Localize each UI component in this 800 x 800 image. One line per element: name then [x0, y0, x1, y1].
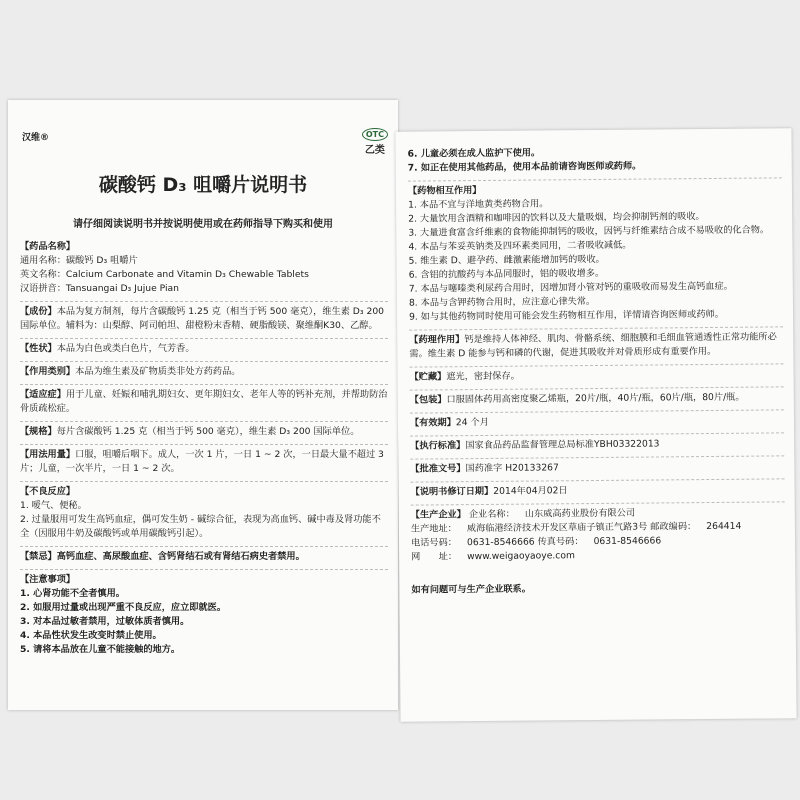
list-item: 5. 维生素 D、避孕药、雌激素能增加钙的吸收。: [408, 253, 605, 267]
section-validity: [410, 409, 784, 430]
left-content: [20, 240, 388, 662]
manufacturer-row: 传真号码： 0631-8546666: [537, 535, 662, 548]
otc-badge: [362, 122, 388, 156]
section-pharmacology: [409, 326, 783, 361]
list-item: 6. 儿童必须在成人监护下使用。: [407, 147, 541, 160]
section-label: 【不良反应】: [20, 486, 76, 497]
manufacturer-row: 网 址： www.weigaoyaoye.com: [411, 550, 575, 563]
section-label: 【批准文号】: [410, 463, 466, 475]
section-dosage: [20, 444, 388, 476]
section-label: 【性状】: [20, 343, 57, 354]
section-text: 口服，咀嚼后咽下。成人，一次 1 片，一日 1 ~ 2 次，一日最大量不超过 3 片；儿童，一次半片，一日 1 ~ 2 次。: [20, 449, 384, 474]
list-item: 2. 大量饮用含酒精和咖啡因的饮料以及大量吸烟，均会抑制钙剂的吸收。: [408, 211, 705, 225]
section-cautions: [20, 569, 388, 657]
section-text: 本品为维生素及矿物质类非处方药药品。: [75, 366, 241, 377]
section-label: 【规格】: [20, 426, 57, 437]
section-text: 用于儿童、妊娠和哺乳期妇女、更年期妇女、老年人等的钙补充剂，并帮助防治骨质疏松症。: [20, 389, 388, 414]
list-item: 5. 请将本品放在儿童不能接触的地方。: [20, 644, 181, 655]
generic-name: 通用名称：碳酸钙 D₃ 咀嚼片: [20, 255, 138, 266]
contact-note: 如有问题可与生产企业联系。: [411, 583, 531, 596]
section-label: 【执行标准】: [410, 440, 466, 452]
usage-notice: 请仔细阅读说明书并按说明使用或在药师指导下购买和使用: [73, 219, 333, 230]
list-item: 3. 大量进食富含纤维素的食物能抑制钙的吸收，因钙与纤维素结合成不易吸收的化合物。: [408, 224, 770, 239]
section-revision-date: [410, 478, 784, 499]
section-ingredients: [20, 301, 388, 333]
section-label: 【药物相互作用】: [407, 184, 482, 197]
list-item: 1. 心肾功能不全者慎用。: [20, 588, 125, 599]
otc-class: 乙类: [364, 145, 385, 156]
section-label: 【禁忌】: [20, 551, 57, 562]
section-text: 钙是维持人体神经、肌肉、骨骼系统、细胞膜和毛细血管通透性正常功能所必需。维生素 D 能参与钙和磷的代谢，促进其吸收并对骨质形成有重要作用。: [409, 331, 777, 360]
section-interactions: [408, 177, 783, 324]
document-title: 碳酸钙 D₃ 咀嚼片说明书: [98, 174, 308, 196]
list-item: 4. 本品与苯妥英钠类及四环素类同用，二者吸收减低。: [408, 239, 632, 253]
section-label: 【药理作用】: [409, 334, 465, 346]
section-text: 国药准字 H20133267: [465, 462, 559, 475]
list-item: 2. 过量服用可发生高钙血症，偶可发生奶 - 碱综合征，表现为高血钙、碱中毒及肾功能不全（因服用牛奶及碳酸钙或单用碳酸钙引起）。: [20, 514, 381, 539]
list-item: 8. 本品与含钾药物合用时，应注意心律失常。: [408, 296, 596, 309]
section-text: 遮光，密封保存。: [446, 370, 520, 383]
section-contraindications: [20, 546, 388, 564]
section-label: 【适应症】: [20, 389, 66, 400]
section-text: 本品为白色或类白色片，气芳香。: [56, 343, 195, 354]
section-cautions-continued: [408, 144, 782, 175]
manufacturer-row: 邮政编码： 264414: [650, 520, 742, 533]
section-manufacturer: [411, 501, 786, 564]
manufacturer-row: 电话号码： 0631-8546666: [410, 536, 535, 549]
section-label: 【作用类别】: [20, 366, 76, 377]
left-page: [8, 100, 398, 710]
section-package: [410, 386, 784, 407]
list-item: 7. 如正在使用其他药品，使用本品前请咨询医师或药师。: [407, 160, 642, 174]
section-text: 24 个月: [455, 416, 489, 429]
english-name: 英文名称：Calcium Carbonate and Vitamin D₃ Chewable Tablets: [20, 269, 309, 280]
section-label: 【生产企业】: [410, 509, 466, 521]
section-text: 国家食品药品监督管理总局标准YBH03322013: [465, 438, 660, 452]
section-label: 【成份】: [20, 306, 57, 317]
list-item: 4. 本品性状发生改变时禁止使用。: [20, 630, 162, 641]
section-approval: [410, 455, 784, 476]
manufacturer-row: 生产地址： 威海临港经济技术开发区草庙子镇正气路3号: [410, 521, 648, 535]
list-item: 6. 含铝的抗酸药与本品同服时，铝的吸收增多。: [408, 267, 605, 281]
section-label: 【有效期】: [409, 417, 456, 429]
section-storage: [409, 363, 783, 384]
section-specification: [20, 421, 388, 439]
list-item: 2. 如服用过量或出现严重不良反应，应立即就医。: [20, 602, 227, 613]
section-label: 【说明书修订日期】: [410, 485, 494, 498]
section-indications: [20, 384, 388, 416]
list-item: 7. 本品与噻嗪类利尿药合用时，因增加肾小管对钙的重吸收而易发生高钙血症。: [408, 280, 733, 295]
brand-logo: 汉维®: [22, 133, 50, 143]
section-label: 【药品名称】: [20, 241, 76, 252]
section-adverse-reactions: [20, 481, 388, 541]
section-drug-name: [20, 240, 388, 296]
list-item: 1. 本品不宜与洋地黄类药物合用。: [408, 198, 549, 211]
right-content: [408, 144, 786, 597]
section-label: 【包装】: [409, 394, 447, 406]
section-standard: [410, 432, 784, 453]
otc-badge-label: OTC: [362, 128, 388, 141]
list-item: 9. 如与其他药物同时使用可能会发生药物相互作用，详情请咨询医师或药师。: [409, 308, 724, 323]
section-label: 【注意事项】: [20, 574, 76, 585]
list-item: 3. 对本品过敏者禁用，过敏体质者慎用。: [20, 616, 190, 627]
section-text: 口服固体药用高密度聚乙烯瓶，20片/瓶，40片/瓶，60片/瓶，80片/瓶。: [446, 391, 745, 406]
section-text: 高钙血症、高尿酸血症、含钙肾结石或有肾结石病史者禁用。: [56, 551, 305, 562]
section-text: 本品为复方制剂，每片含碳酸钙 1.25 克（相当于钙 500 毫克），维生素 D₃ 200 国际单位。辅料为：山梨醇、阿司帕坦、甜橙粉末香精、硬脂酸镁、聚维酮K30、乙醇。: [20, 306, 385, 331]
manufacturer-row: 企业名称： 山东威高药业股份有限公司: [468, 507, 636, 521]
section-text: 每片含碳酸钙 1.25 克（相当于钙 500 毫克），维生素 D₃ 200 国际单位。: [56, 426, 360, 437]
section-text: 2014年04月02日: [493, 485, 568, 497]
section-appearance: [20, 338, 388, 356]
right-page: [395, 128, 796, 721]
list-item: 1. 嗳气、便秘。: [20, 500, 87, 511]
pinyin-name: 汉语拼音：Tansuangai D₃ Jujue Pian: [20, 283, 179, 294]
section-label: 【用法用量】: [20, 449, 76, 460]
section-category: [20, 361, 388, 379]
section-label: 【贮藏】: [409, 371, 447, 383]
